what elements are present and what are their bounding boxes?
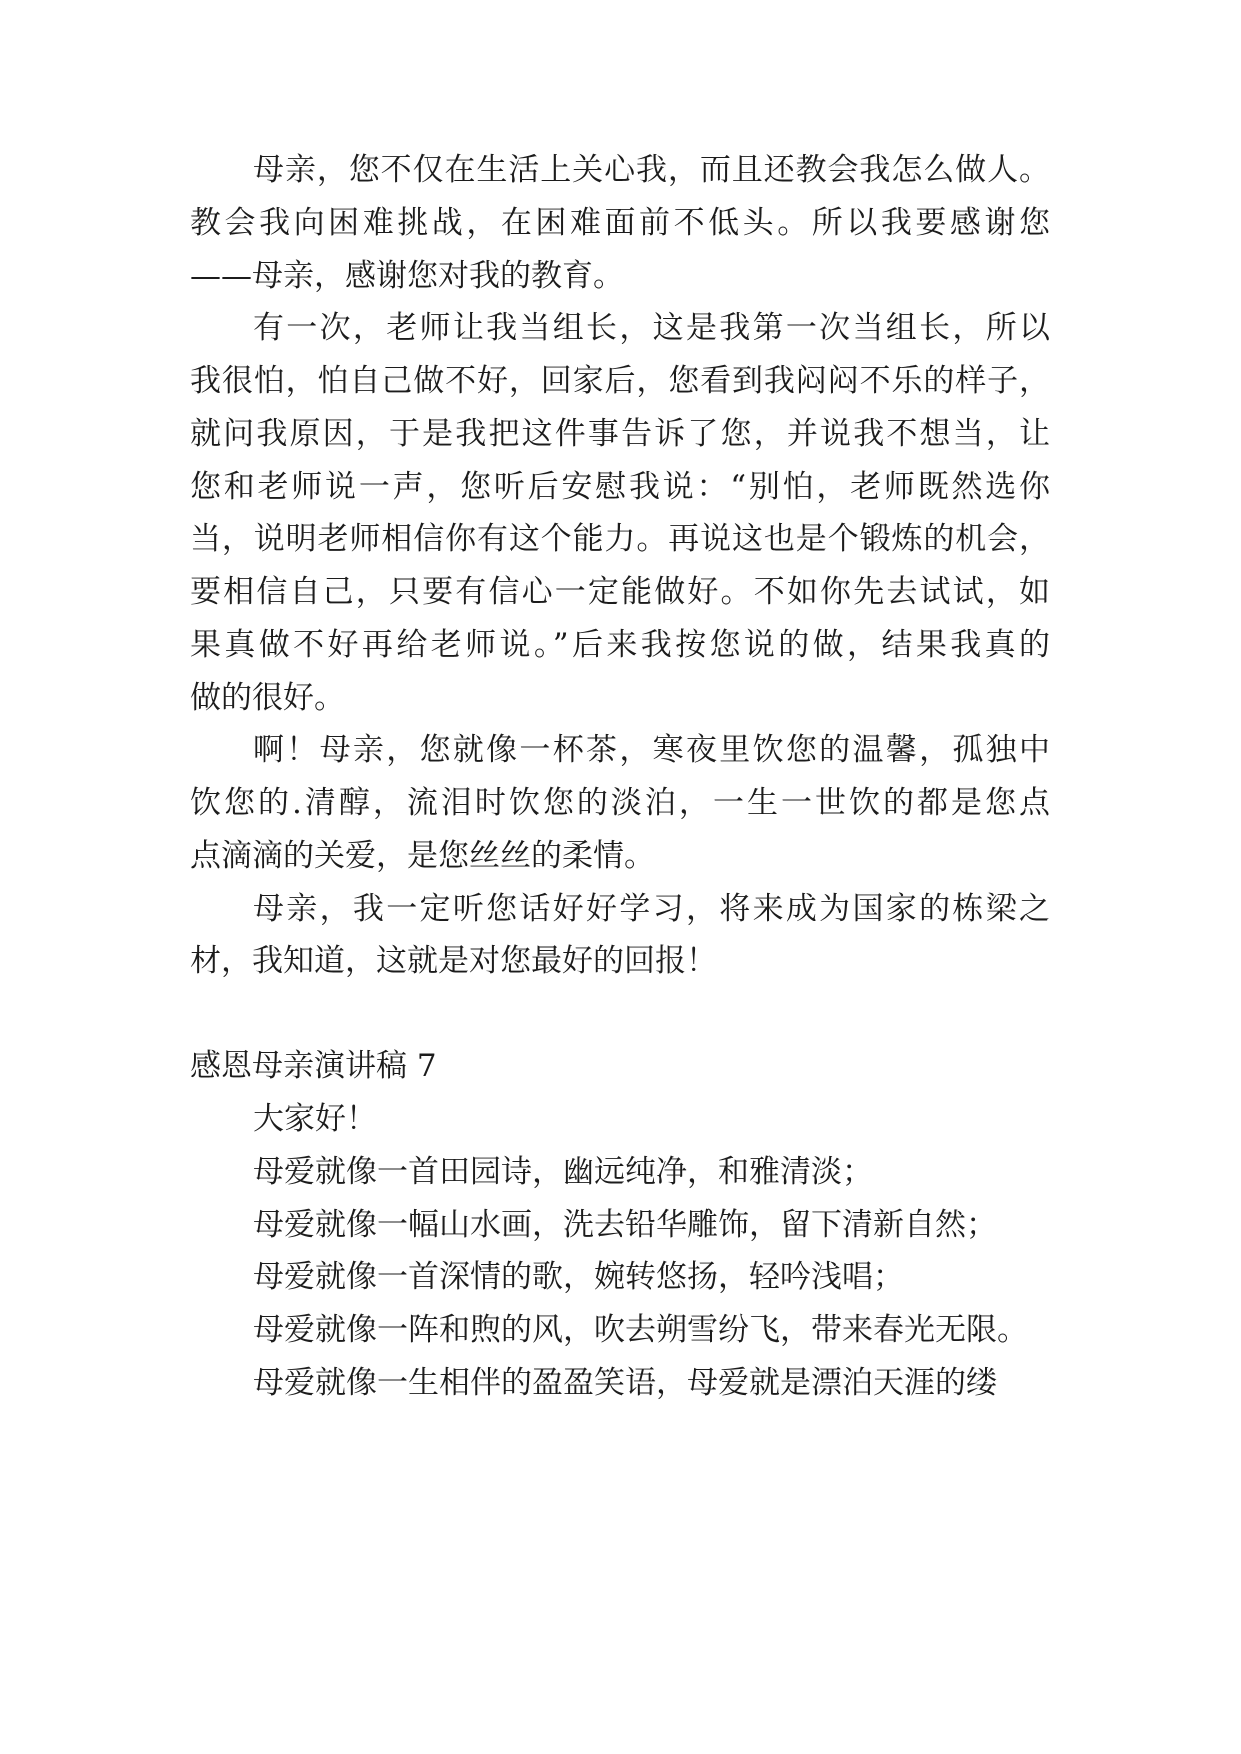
text-line: 材，我知道，这就是对您最好的回报！ xyxy=(190,943,717,979)
text-line: 果真做不好再给老师说。”后来我按您说的做，结果我真的 xyxy=(190,627,1050,663)
text-line: 点滴滴的关爱，是您丝丝的柔情。 xyxy=(190,838,655,874)
verse-line: 母爱就像一阵和煦的风，吹去朔雪纷飞，带来春光无限。 xyxy=(253,1312,1028,1348)
text-line: 饮您的.清醇，流泪时饮您的淡泊，一生一世饮的都是您点 xyxy=(190,785,1050,821)
text-line: 做的很好。 xyxy=(190,680,345,716)
section-title: 感恩母亲演讲稿 7 xyxy=(190,1048,437,1084)
verse-line: 母爱就像一幅山水画，洗去铅华雕饰，留下清新自然； xyxy=(253,1207,997,1243)
text-line: 母亲，您不仅在生活上关心我，而且还教会我怎么做人。 xyxy=(253,152,1050,188)
verse-line: 母爱就像一首深情的歌，婉转悠扬，轻吟浅唱； xyxy=(253,1259,904,1295)
greeting: 大家好！ xyxy=(253,1101,377,1137)
text-line: ——母亲，感谢您对我的教育。 xyxy=(190,258,624,294)
text-line: 当，说明老师相信你有这个能力。再说这也是个锻炼的机会， xyxy=(190,521,1050,557)
verse-line: 母爱就像一首田园诗，幽远纯净，和雅清淡； xyxy=(253,1154,873,1190)
text-line: 有一次，老师让我当组长，这是我第一次当组长，所以 xyxy=(253,310,1050,346)
text-line: 要相信自己，只要有信心一定能做好。不如你先去试试，如 xyxy=(190,574,1050,610)
text-line: 教会我向困难挑战，在困难面前不低头。所以我要感谢您 xyxy=(190,205,1050,241)
text-line: 我很怕，怕自己做不好，回家后，您看到我闷闷不乐的样子， xyxy=(190,363,1050,399)
text-line: 母亲，我一定听您话好好学习，将来成为国家的栋梁之 xyxy=(253,891,1050,927)
text-line: 啊！母亲，您就像一杯茶，寒夜里饮您的温馨，孤独中 xyxy=(253,732,1050,768)
text-line: 就问我原因，于是我把这件事告诉了您，并说我不想当，让 xyxy=(190,416,1050,452)
text-line: 您和老师说一声，您听后安慰我说：“别怕，老师既然选你 xyxy=(190,469,1050,505)
verse-line: 母爱就像一生相伴的盈盈笑语，母爱就是漂泊天涯的缕 xyxy=(253,1365,997,1401)
